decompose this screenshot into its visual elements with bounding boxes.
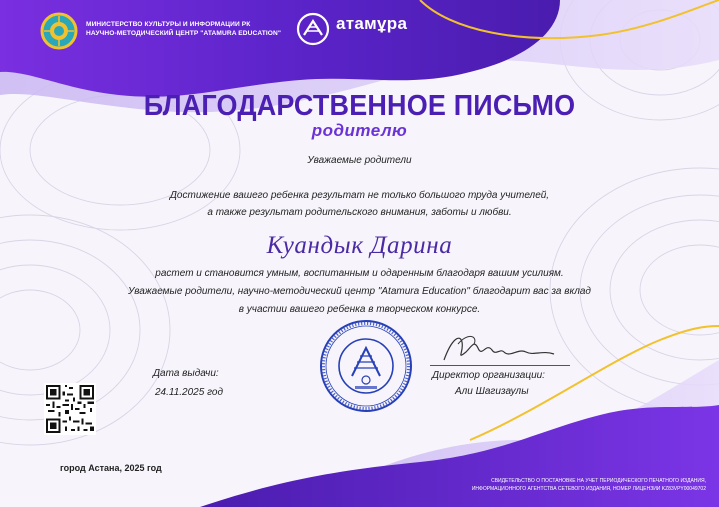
paragraph-2-line-1: растет и становится умным, воспитанным и одаренным благодаря вашим усилиям.: [155, 268, 564, 279]
paragraph-1-line-2: а также результат родительского внимания, заботы и любви.: [207, 207, 512, 218]
recipient-name: Куандык Дарина: [266, 232, 453, 259]
ministry-line-2: НАУЧНО-МЕТОДИЧЕСКИЙ ЦЕНТР "ATAMURA EDUCATION": [86, 30, 282, 37]
legal-notice: [470, 477, 706, 493]
qr-code-icon[interactable]: [44, 383, 96, 435]
legal-line-2: ИНФОРМАЦИОННОГО АГЕНТСТВА СЕТЕВОГО ИЗДАНИЯ, НОМЕР ЛИЦЕНЗИИ KZ83VPY00049702: [471, 486, 706, 492]
organization-seal-icon: [318, 318, 414, 414]
director-label: Директор организации:: [432, 370, 545, 381]
kazakhstan-emblem-icon: [40, 12, 78, 50]
director-name: Али Шагизаулы: [455, 386, 529, 397]
brand-name: атамұра: [336, 14, 408, 33]
ministry-line-1: МИНИСТЕРСТВО КУЛЬТУРЫ И ИНФОРМАЦИИ РК: [86, 21, 251, 28]
city-year: город Астана, 2025 год: [60, 463, 162, 473]
handwritten-signature-icon: [438, 330, 558, 366]
signature-line: [430, 365, 570, 366]
page-subtitle: родителю: [311, 121, 408, 140]
issue-date-label: Дата выдачи:: [153, 368, 219, 379]
salutation: Уважаемые родители: [307, 155, 412, 166]
paragraph-2-line-2: Уважаемые родители, научно-методический центр "Atamura Education" благодарит вас за вклад: [128, 286, 591, 297]
atamura-logo-icon: [296, 12, 330, 46]
paragraph-2-line-3: в участии вашего ребенка в творческом конкурсе.: [238, 304, 481, 315]
page-title: БЛАГОДАРСТВЕННОЕ ПИСЬМО: [143, 90, 576, 122]
paragraph-1-line-1: Достижение вашего ребенка результат не только большого труда учителей,: [169, 190, 550, 201]
issue-date-value: 24.11.2025 год: [155, 387, 223, 398]
ministry-header-text: [86, 20, 282, 38]
legal-line-1: СВИДЕТЕЛЬСТВО О ПОСТАНОВКЕ НА УЧЕТ ПЕРИОДИЧЕСКОГО ПЕЧАТНОГО ИЗДАНИЯ,: [491, 478, 706, 484]
